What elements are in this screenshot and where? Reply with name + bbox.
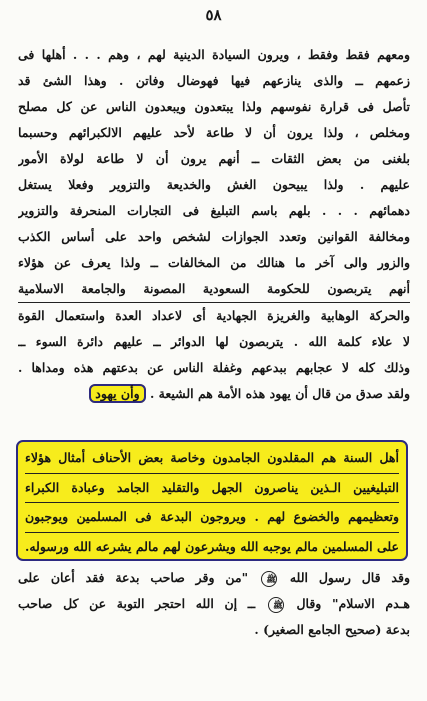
highlighted-passage [16,440,408,561]
hadith-quote-start: "من وقر صاحب بدعة فقد أعان على [18,570,249,585]
text-line-4: ومخلص ، ولذا يرون أن لا طاعة لأحد عليهم الالكبرائهم وحسبما [18,125,410,140]
text-line-3: تأصل فى قرارة نفوسهم ولذا يبتعدون ويبعدون الناس عن كل مصلح [18,99,410,114]
body-text-bottom [18,565,410,643]
text-line-9: والزور والى آخر ما هنالك من المخالفات ــ ولذا يعرف عن هؤلاء [18,255,410,270]
text-line-12: لا علاء كلمة الله . يتربصون لها الدوائر ــ عليهم دائرة السوء ــ [18,334,410,349]
hadith-intro: وقد قال رسول الله [289,570,410,585]
quote-text: ولقد صدق من قال أن يهود هذه الأمة هم الشيعة . [149,386,410,401]
text-line-11: والحركة الوهابية والغريزة الجهادية أى لاعداد العدة واستعمال القوة [18,308,410,323]
callout-line-2: التبليغيين الـذين يناصرون الجهل والتقليد الجامد وعبادة الكبراء [25,474,399,504]
text-line-7: دهمائهم . . . بلهم باسم التبليغ فى التجارات المنحرفة والتزوير [18,203,410,218]
page-number: ٥٨ [205,6,222,24]
text-line-5: بلغنى من بعض الثقات ــ أنهم يرون أن لا طاعة لولاة الأمور [18,151,410,166]
quote-highlight: وأن يهود [89,384,145,403]
text-line-13: وذلك كله لا عجابهم ببدعهم وغفلة الناس عن بدعتهم هذه ومداها . [18,360,410,375]
hadith-line-2 [18,591,410,617]
hadith-line-1 [18,565,410,591]
hadith-second: ــ إن الله احتجر التوبة عن كل صاحب [18,596,256,611]
salutation-icon: ﷺ [268,597,284,613]
text-line-8: ومخالفة القوانين وتعدد الجوازات لشخص واحد على أساس الكذب [18,229,410,244]
text-line-6: عليهم . ولذا يبيحون الغش والخديعة والتزوير وفعلا يستغل [18,177,410,192]
text-line-2: زعمهم ــ والذى ينازعهم فيها فهوضال وفاتن . وهذا الشئ قد [18,73,410,88]
hadith-quote-end: هـدم الاسلام" وقال [296,596,410,611]
callout-line-4: على المسلمين مالم يوجبه الله ويشرعون لهم مالم يشرعه الله ورسوله. [25,538,399,554]
hadith-line-3: بدعة (صحيح الجامع الصغير) . [254,622,410,637]
salutation-icon: ﷺ [261,571,277,587]
callout-line-1: أهل السنة هم المقلدون الجامدون وخاصة بعض الأحناف أمثال هؤلاء [25,444,399,474]
text-line-1: ومعهم فقط وفقط ، ويرون السيادة الدينية لهم ، وهم . . . أهلها فى [18,47,410,62]
text-line-10-underlined: أنهم يتربصون للحكومة السعودية المصونة والجامعة الاسلامية [18,276,410,303]
body-text-top [18,42,410,407]
callout-line-3: وتعظيمهم والخضوع لهم . ويروجون البدعة فى المسلمين ويوجبون [25,503,399,533]
quote-line [18,381,410,407]
